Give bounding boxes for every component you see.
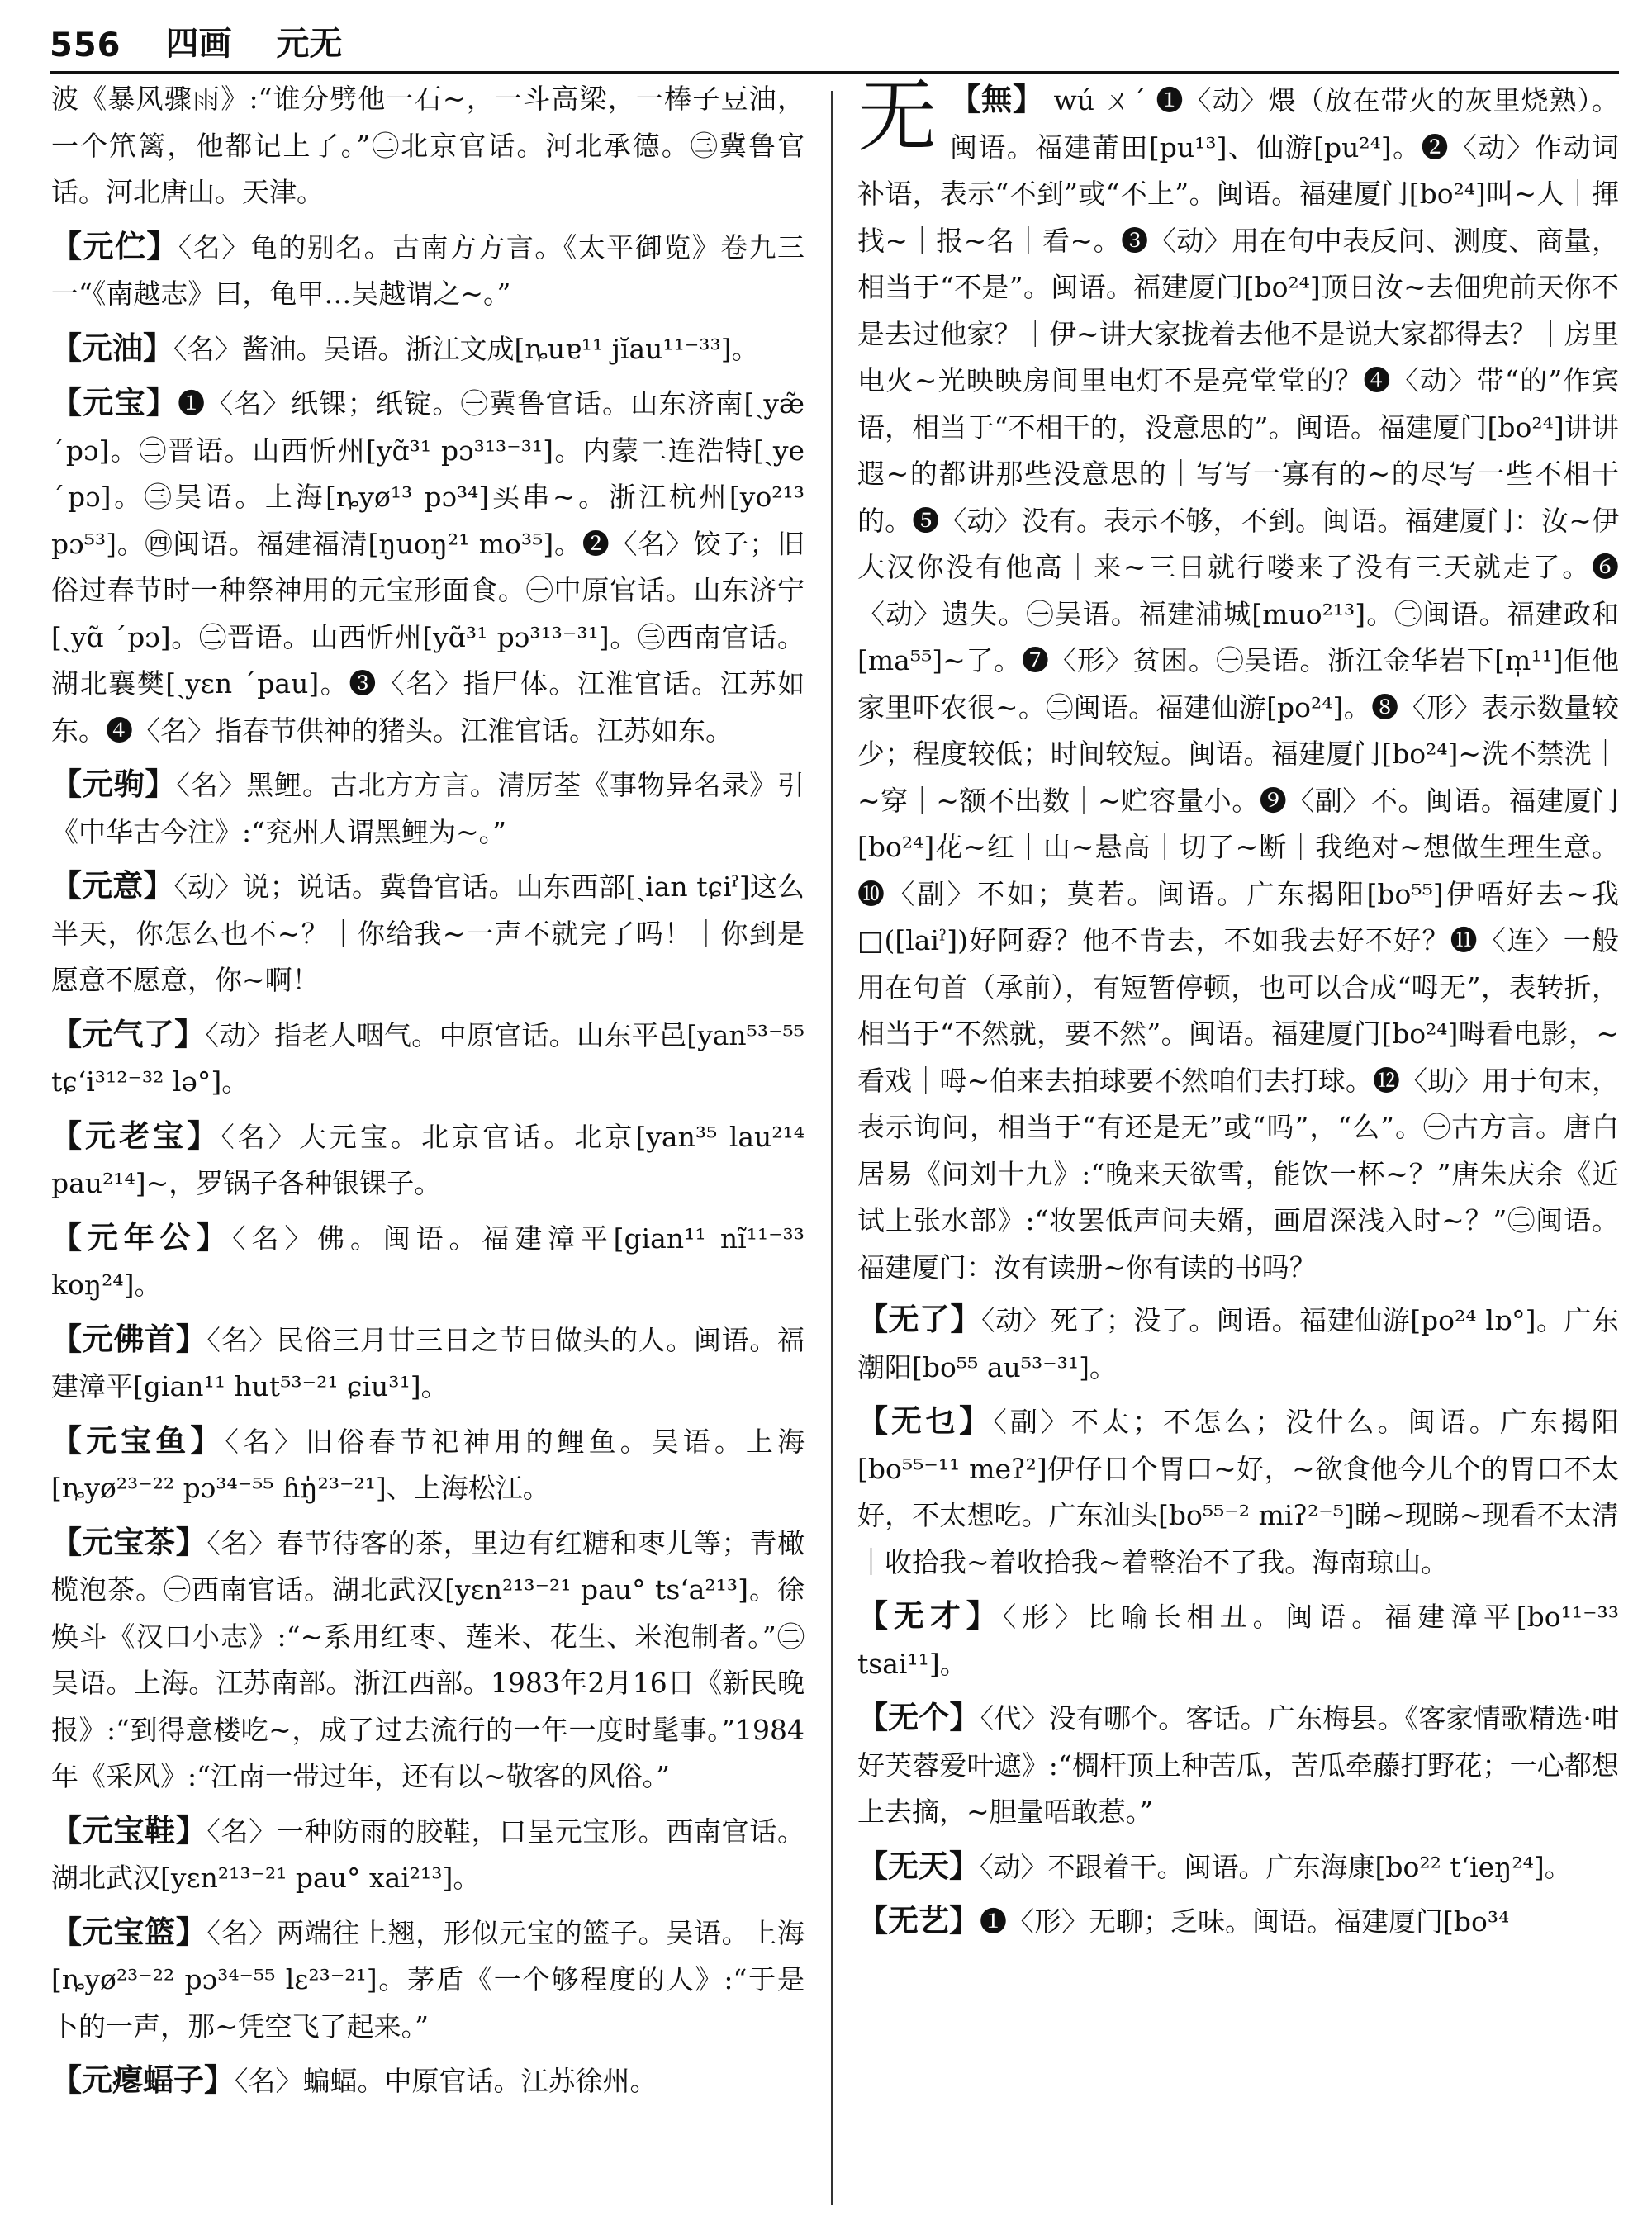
- dictionary-entry: [51, 1214, 805, 1309]
- left-column: [51, 76, 805, 2215]
- section-label: 四画: [165, 24, 232, 63]
- entry-headword: 【元气了】: [51, 1015, 206, 1052]
- dictionary-entry: [857, 1694, 1619, 1836]
- entry-definition: 〈名〉春节待客的茶，里边有红糖和枣儿等；青橄榄泡茶。㊀西南官话。湖北武汉[yɛn²¹³⁻²¹ pau° tsʻa²¹³]。徐焕斗《汉口小志》:“~系用红枣、莲米、花生、米泡制者。”㊁吴语。上海。江苏南部。浙江西部。1983年2月16日《新民晚报》:“到得意楼吃~，成了过去流行的一年一度时髦事。”1984年《采风》:“江南一带过年，还有以~敬客的风俗。”: [51, 1526, 805, 1792]
- entry-definition: 〈名〉大元宝。北京官话。北京[yan³⁵ lau²¹⁴ pau²¹⁴]~，罗锅子各种银锞子。: [51, 1120, 805, 1199]
- entry-headword: 【元佛首】: [51, 1320, 207, 1357]
- entry-definition: 〈形〉比喻长相丑。闽语。福建漳平[bo¹¹⁻³³ tsai¹¹]。: [857, 1601, 1619, 1680]
- dictionary-entry: [51, 862, 805, 1004]
- dictionary-entry: [51, 1113, 805, 1208]
- entry-definition: 〈动〉死了；没了。闽语。福建仙游[po²⁴ lɒ°]。广东潮阳[bo⁵⁵ au⁵³⁻³¹]。: [857, 1304, 1619, 1383]
- dictionary-entry: [857, 1843, 1619, 1891]
- right-column: [857, 76, 1619, 2215]
- entry-headword: 【无了】: [857, 1301, 981, 1337]
- entry-definition: 〈动〉不跟着干。闽语。广东海康[bo²² tʻieŋ²⁴]。: [980, 1850, 1572, 1883]
- entry-definition: 〈动〉说；说话。冀鲁官话。山东西部[ˏian tɕiˀ]这么半天，你怎么也不~？｜你给我~一声不就完了吗！｜你到是愿意不愿意，你~啊！: [51, 871, 805, 996]
- main-character: 无: [857, 76, 937, 163]
- entry-headword: 【元宝篮】: [51, 1913, 207, 1950]
- entry-headword: 【元老宝】: [51, 1117, 221, 1154]
- dictionary-entry: [857, 1296, 1619, 1391]
- entry-headword: 【无艺】: [857, 1902, 980, 1938]
- entry-definition: 波《暴风骤雨》:“谁分劈他一石~，一斗高梁，一棒子豆油，一个笊篱，他都记上了。”㊁北京官话。河北承德。㊂冀鲁官话。河北唐山。天津。: [51, 83, 805, 208]
- dictionary-entry: [857, 1592, 1619, 1687]
- entry-definition: 〈名〉旧俗春节祀神用的鲤鱼。吴语。上海[ȵyø²³⁻²² pɔ³⁴⁻⁵⁵ ɦŋ̍²³⁻²¹]、上海松江。: [51, 1425, 805, 1504]
- entry-headword: 【元宝鱼】: [51, 1421, 225, 1459]
- header-chars: 元无: [276, 24, 343, 63]
- entry-headword: 【元意】: [51, 867, 174, 904]
- entry-headword: 【元伫】: [51, 227, 178, 264]
- dictionary-entry: [51, 2057, 805, 2105]
- entry-definition: 〈副〉不太；不怎么；没什么。闽语。广东揭阳[bo⁵⁵⁻¹¹ meʔ²]伊仔日个胃口~好，~欲食他今儿个的胃口不太好，不太想吃。广东汕头[bo⁵⁵⁻² miʔ²⁻⁵]睇~现睇~现看不太清｜收拾我~着收拾我~着整治不了我。海南琼山。: [857, 1406, 1619, 1578]
- entry-headword: 【元驹】: [51, 766, 177, 802]
- dictionary-entry: [51, 1316, 805, 1411]
- entry-definition: 〈名〉一种防雨的胶鞋，口呈元宝形。西南官话。湖北武汉[yɛn²¹³⁻²¹ pau° xai²¹³]。: [51, 1815, 805, 1894]
- column-divider: [831, 91, 833, 2205]
- entry-definition: 〈动〉指老人咽气。中原官话。山东平邑[yan⁵³⁻⁵⁵ tɕʻi³¹²⁻³² lə°]。: [51, 1018, 805, 1098]
- entry-definition: 〈名〉酱油。吴语。浙江文成[ȵuɐ¹¹ jĭau¹¹⁻³³]。: [173, 332, 759, 365]
- traditional-form: 【無】: [950, 81, 1044, 117]
- dictionary-entry: [51, 223, 805, 318]
- header-rule: [50, 71, 1619, 74]
- entry-headword: 【无才】: [857, 1597, 1003, 1634]
- entry-definition: ❶〈形〉无聊；乏味。闽语。福建厦门[bo³⁴: [980, 1905, 1510, 1938]
- entry-definition: 〈名〉黑鲤。古北方方言。清厉荃《事物异名录》引《中华古今注》:“兖州人谓黑鲤为~。”: [51, 769, 805, 848]
- dictionary-entry: [51, 1909, 805, 2051]
- page-header: [50, 15, 1602, 64]
- entry-definition: 〈名〉两端往上翘，形似元宝的篮子。吴语。上海[ȵyø²³⁻²² pɔ³⁴⁻⁵⁵ lɛ²³⁻²¹]。茅盾《一个够程度的人》:“于是卜的一声，那~凭空飞了起来。”: [51, 1916, 805, 2043]
- main-character-entry: [857, 76, 1619, 1291]
- dictionary-entry: [51, 1011, 805, 1106]
- entry-headword: 【元年公】: [51, 1218, 233, 1255]
- entry-headword: 【元油】: [51, 329, 173, 366]
- dictionary-entry: [51, 1417, 805, 1512]
- dictionary-entry: [857, 1397, 1619, 1586]
- entry-definition: ❶〈名〉纸锞；纸锭。㊀冀鲁官话。山东济南[ˏyæ̃ ˊpɔ]。㊁晋语。山西忻州[yɑ̃³¹ pɔ³¹³⁻³¹]。内蒙二连浩特[ˏye ˊpɔ]。㊂吴语。上海[ȵyø¹³ pɔ³⁴]买串~。浙江杭州[yo²¹³ pɔ⁵³]。㊃闽语。福建福清[ŋuoŋ²¹ mo³⁵]。❷〈名〉饺子；旧俗过春节时一种祭神用的元宝形面食。㊀中原官话。山东济宁[ˏyɑ̃ ˊpɔ]。㊁晋语。山西忻州[yɑ̃³¹ pɔ³¹³⁻³¹]。㊂西南官话。湖北襄樊[ˏyɛn ˊpau]。❸〈名〉指尸体。江淮官话。江苏如东。❹〈名〉指春节供神的猪头。江淮官话。江苏如东。: [51, 387, 805, 747]
- entry-headword: 【元宝】: [51, 384, 178, 420]
- entry-definition: 〈名〉民俗三月廿三日之节日做头的人。闽语。福建漳平[gian¹¹ hut⁵³⁻²¹ ɕiu³¹]。: [51, 1323, 805, 1402]
- entry-headword: 【无天】: [857, 1847, 980, 1884]
- entry-headword: 【无乜】: [857, 1402, 994, 1439]
- dictionary-entry: [51, 379, 805, 754]
- dictionary-entry: [51, 1807, 805, 1902]
- main-definition: ❶〈动〉煨（放在带火的灰里烧熟）。闽语。福建莆田[pu¹³]、仙游[pu²⁴]。❷〈动〉作动词补语，表示“不到”或“不上”。闽语。福建厦门[bo²⁴]叫~人｜揮找~｜报~名｜看~。❸〈动〉用在句中表反问、测度、商量，相当于“不是”。闽语。福建厦门[bo²⁴]顶日汝~去佃兜前天你不是去过他家？｜伊~讲大家拢着去他不是说大家都得去？｜房里电火~光映映房间里电灯不是亮堂堂的？❹〈动〉带“的”作宾语，相当于“不相干的，没意思的”。闽语。福建厦门[bo²⁴]讲讲遐~的都讲那些没意思的｜写写一寡有的~的尽写一些不相干的。❺〈动〉没有。表示不够，不到。闽语。福建厦门：汝~伊大汉你没有他高｜来~三日就行喽来了没有三天就走了。❻〈动〉遗失。㊀吴语。福建浦城[muo²¹³]。㊁闽语。福建政和[ma⁵⁵]~了。❼〈形〉贫困。㊀吴语。浙江金华岩下[m̩¹¹]佢他家里吓农很~。㊁闽语。福建仙游[po²⁴]。❽〈形〉表示数量较少；程度较低；时间较短。闽语。福建厦门[bo²⁴]~洗不禁洗｜~穿｜~额不出数｜~贮容量小。❾〈副〉不。闽语。福建厦门[bo²⁴]花~红｜山~悬高｜切了~断｜我绝对~想做生理生意。❿〈副〉不如；莫若。闽语。广东揭阳[bo⁵⁵]伊唔好去~我□([laiˀ])好阿孬？他不肯去，不如我去好不好？⓫〈连〉一般用在句首（承前），有短暂停顿，也可以合成“呣无”，表转折，相当于“不然就，要不然”。闽语。福建厦门[bo²⁴]呣看电影，~看戏｜呣~伯来去拍球要不然咱们去打球。⓬〈助〉用于句末，表示询问，相当于“有还是无”或“吗”，“么”。㊀古方言。唐白居易《问刘十九》:“晚来天欲雪，能饮一杯~？”唐朱庆余《近试上张水部》:“妆罢低声问夫婿，画眉深浅入时~？”㊁闽语。福建厦门：汝有读册~你有读的书吗？: [857, 84, 1619, 1283]
- entry-headword: 【元宝鞋】: [51, 1811, 207, 1848]
- dictionary-entry: [51, 76, 805, 216]
- dictionary-entry: [51, 761, 805, 856]
- main-pinyin: wú ㄨˊ: [1053, 84, 1146, 116]
- dictionary-entry: [857, 1897, 1619, 1946]
- entry-definition: 〈名〉龟的别名。古南方方言。《太平御览》卷九三一“《南越志》曰，龟甲…吴越谓之~。”: [51, 230, 805, 310]
- entry-definition: 〈名〉蝙蝠。中原官话。江苏徐州。: [235, 2065, 657, 2097]
- entry-headword: 【元瘪蝠子】: [51, 2062, 235, 2098]
- entry-definition: 〈代〉没有哪个。客话。广东梅县。《客家情歌精选·咁好芙蓉爱叶遮》:“椆杆顶上种苦瓜，苦瓜牵藤打野花；一心都想上去摘，~胆量唔敢惹。”: [857, 1702, 1619, 1828]
- dictionary-entry: [51, 1519, 805, 1801]
- entry-definition: 〈名〉佛。闽语。福建漳平[gian¹¹ nĩ¹¹⁻³³ koŋ²⁴]。: [51, 1222, 805, 1301]
- entry-headword: 【无个】: [857, 1699, 980, 1735]
- dictionary-entry: [51, 325, 805, 373]
- page-number: 556: [50, 26, 121, 64]
- entry-headword: 【元宝茶】: [51, 1523, 207, 1560]
